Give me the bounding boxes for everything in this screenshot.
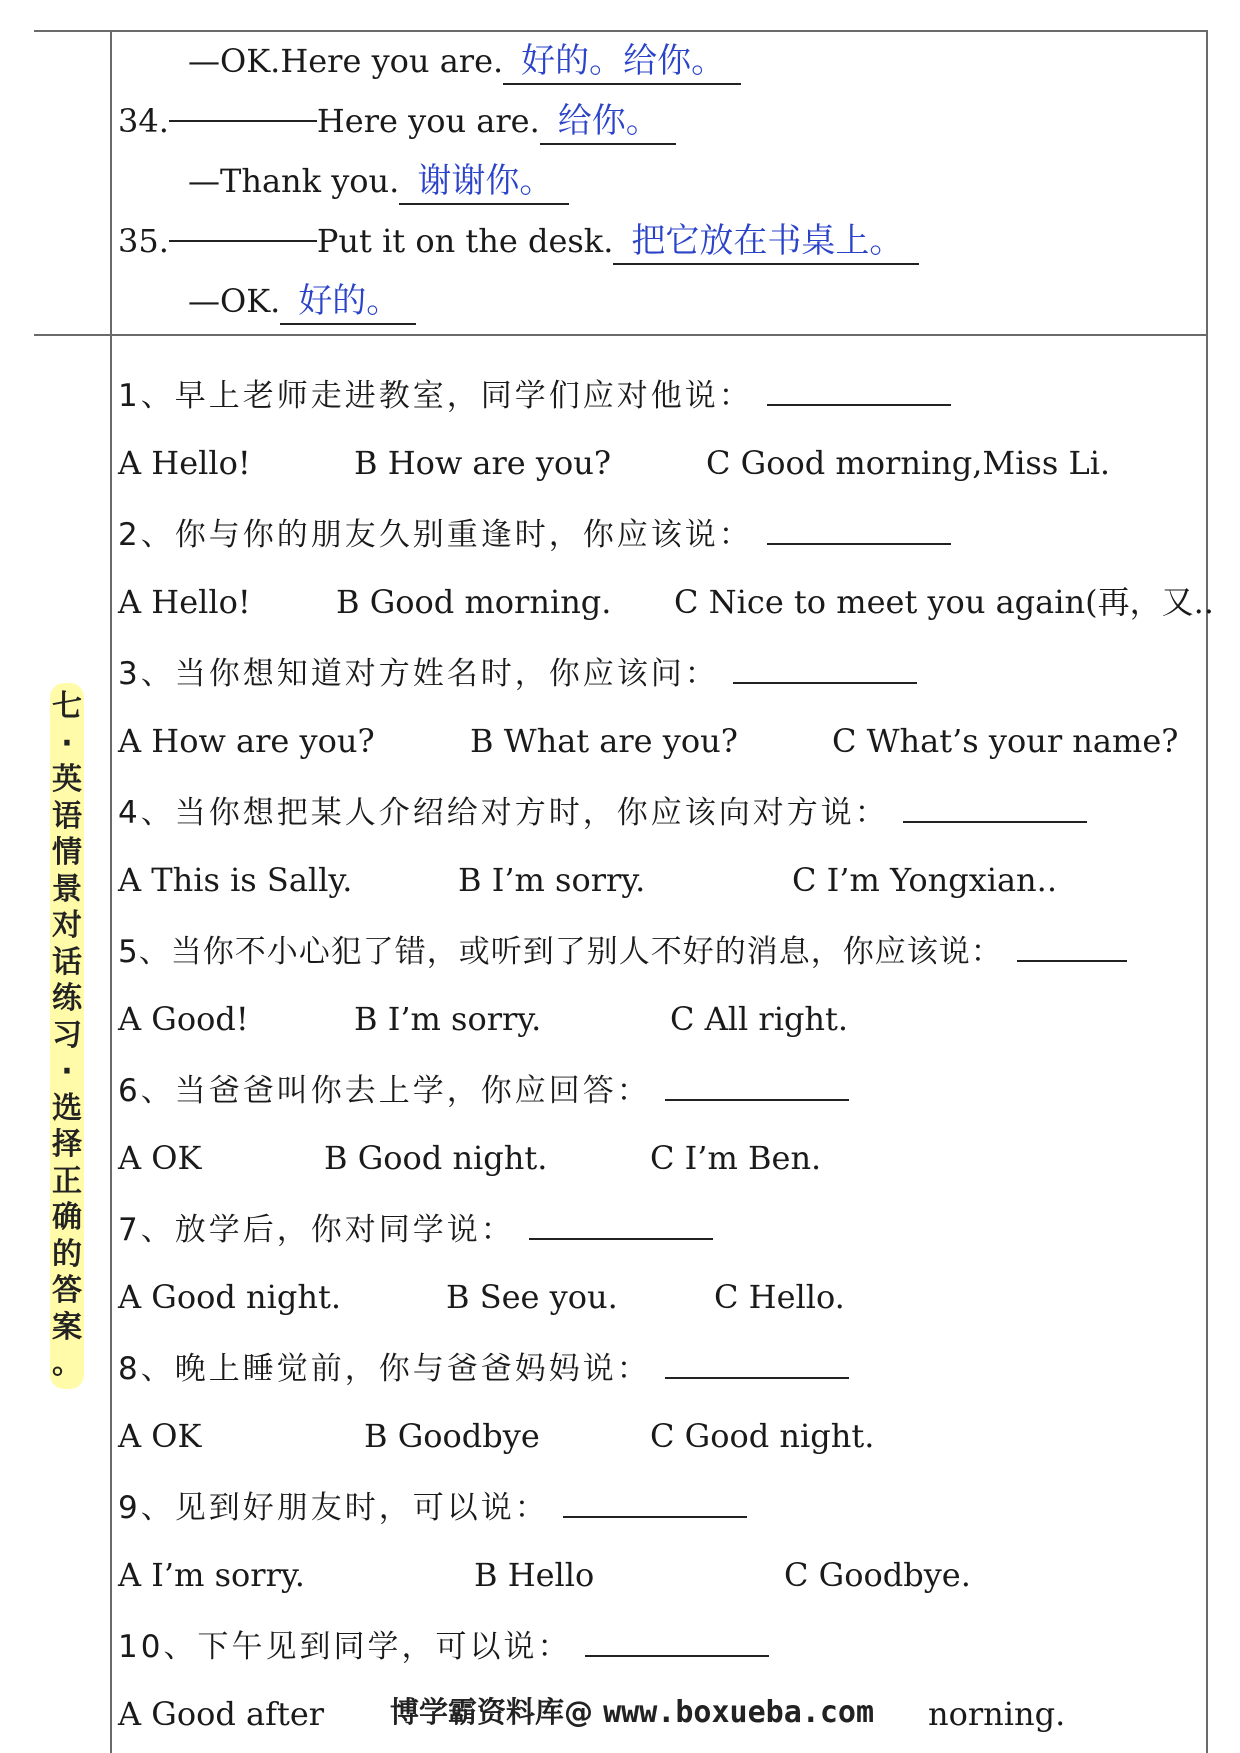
section-title-char: 语 xyxy=(52,798,82,834)
question-text: 4、当你想把某人介绍给对方时，你应该向对方说： xyxy=(118,795,889,831)
question-text: 8、晚上睡觉前，你与爸爸妈妈说： xyxy=(118,1351,651,1387)
answer-blank[interactable] xyxy=(1017,922,1127,962)
question-line xyxy=(118,644,917,698)
question-text: 3、当你想知道对方姓名时，你应该问： xyxy=(118,656,719,692)
option-b[interactable]: B How are you? xyxy=(354,444,612,482)
question-text: 9、见到好朋友时，可以说： xyxy=(118,1490,549,1526)
question-text: 7、放学后，你对同学说： xyxy=(118,1212,515,1248)
options-line xyxy=(118,1548,1198,1602)
prompt-dash xyxy=(169,120,317,122)
answer-blank[interactable] xyxy=(767,505,951,545)
answer-blank[interactable] xyxy=(585,1617,769,1657)
answer-blank[interactable] xyxy=(665,1339,849,1379)
options-line xyxy=(118,992,1198,1046)
option-a[interactable]: A This is Sally. xyxy=(118,861,353,899)
dialogue-line xyxy=(118,94,676,148)
option-b[interactable]: B Good night. xyxy=(324,1139,548,1177)
option-a[interactable]: A OK xyxy=(118,1139,202,1177)
question-line xyxy=(118,366,951,420)
section-title-char: 确 xyxy=(52,1200,82,1235)
section-title-char: 英 xyxy=(52,762,82,797)
answer-blank[interactable] xyxy=(767,366,951,406)
option-b[interactable]: B Hello xyxy=(474,1556,595,1594)
question-text: 2、你与你的朋友久别重逢时，你应该说： xyxy=(118,517,753,553)
dialogue-text: —OK.Here you are. xyxy=(188,42,504,80)
section-title-char: 七 xyxy=(52,689,82,724)
question-line xyxy=(118,505,951,559)
option-a[interactable]: A I’m sorry. xyxy=(118,1556,305,1594)
section-title-char: 景 xyxy=(52,871,82,907)
section-title-char: 习 xyxy=(52,1017,82,1053)
option-c[interactable]: C Goodbye. xyxy=(784,1556,971,1594)
dialogue-line xyxy=(188,154,569,208)
answer-blank[interactable] xyxy=(665,1061,849,1101)
options-line xyxy=(118,853,1198,907)
options-line xyxy=(118,575,1214,629)
option-c[interactable]: C I’m Ben. xyxy=(650,1139,822,1177)
option-c[interactable]: C Good morning,Miss Li. xyxy=(706,444,1111,482)
options-line xyxy=(118,436,1198,490)
table-right-border xyxy=(1206,30,1208,1753)
section-title-char: · xyxy=(61,1054,73,1089)
answer-blank[interactable] xyxy=(903,783,1087,823)
table-top-border xyxy=(34,30,1208,32)
options-line xyxy=(118,714,1198,768)
section-title-char: 案 xyxy=(52,1309,82,1345)
question-number: 34. xyxy=(118,102,169,140)
question-line xyxy=(118,1200,713,1254)
answer-blank[interactable]: 给你。 xyxy=(540,99,676,145)
section-title-char: 对 xyxy=(52,908,82,943)
option-b[interactable]: B I’m sorry. xyxy=(458,861,646,899)
section-title-char: 正 xyxy=(52,1163,82,1199)
options-line xyxy=(118,1270,1198,1324)
option-c[interactable]: C Good night. xyxy=(650,1417,875,1455)
question-line xyxy=(118,783,1087,837)
question-text: 1、早上老师走进教室，同学们应对他说： xyxy=(118,378,753,414)
table-column-divider xyxy=(110,30,112,1753)
section-title-char: 择 xyxy=(52,1127,82,1162)
option-a[interactable]: A OK xyxy=(118,1417,202,1455)
question-line xyxy=(118,1339,849,1393)
section-title-char: 练 xyxy=(52,981,82,1016)
question-line xyxy=(118,1478,747,1532)
answer-blank[interactable]: 把它放在书桌上。 xyxy=(613,219,919,265)
dialogue-line xyxy=(118,214,919,268)
option-c[interactable]: C I’m Yongxian.. xyxy=(792,861,1057,899)
question-line xyxy=(118,922,1127,976)
watermark-at: @ xyxy=(564,1695,594,1729)
answer-blank[interactable] xyxy=(733,644,917,684)
answer-blank[interactable]: 好的。给你。 xyxy=(503,39,741,85)
option-c[interactable]: norning. xyxy=(928,1695,1066,1733)
section-title-char: 。 xyxy=(52,1346,82,1381)
section-title-char: 情 xyxy=(52,835,82,870)
section-divider xyxy=(34,334,1208,336)
option-b[interactable]: B Good morning. xyxy=(336,583,612,621)
section-title-char: 话 xyxy=(52,944,82,980)
question-text: 5、当你不小心犯了错，或听到了别人不好的消息，你应该说： xyxy=(118,934,1003,970)
option-c[interactable]: C All right. xyxy=(670,1000,849,1038)
answer-blank[interactable]: 好的。 xyxy=(280,279,416,325)
option-c[interactable]: C Nice to meet you again(再，又.. xyxy=(674,583,1214,621)
dialogue-line xyxy=(188,34,741,88)
option-a[interactable]: A Good! xyxy=(118,1000,249,1038)
question-text: 6、当爸爸叫你去上学，你应回答： xyxy=(118,1073,651,1109)
option-a[interactable]: A Hello! xyxy=(118,583,251,621)
dialogue-text: Put it on the desk. xyxy=(316,222,614,260)
option-a[interactable]: A How are you? xyxy=(118,722,375,760)
option-c[interactable]: C Hello. xyxy=(714,1278,845,1316)
option-b[interactable]: B See you. xyxy=(446,1278,618,1316)
dialogue-text: Here you are. xyxy=(316,102,540,140)
options-line xyxy=(118,1131,1198,1185)
option-b[interactable]: B What are you? xyxy=(470,722,738,760)
prompt-dash xyxy=(169,240,317,242)
answer-blank[interactable] xyxy=(563,1478,747,1518)
option-a[interactable]: A Good night. xyxy=(118,1278,341,1316)
section-title-char: 的 xyxy=(52,1236,82,1272)
option-b[interactable]: B I’m sorry. xyxy=(354,1000,542,1038)
dialogue-line xyxy=(188,274,416,328)
section-title-char: 选 xyxy=(52,1090,82,1126)
section-title-char: · xyxy=(61,725,73,761)
question-text: 10、下午见到同学，可以说： xyxy=(118,1629,572,1665)
watermark-url: www.boxueba.com xyxy=(603,1695,875,1730)
option-a[interactable]: A Good after xyxy=(118,1695,325,1733)
question-line xyxy=(118,1617,769,1671)
options-line xyxy=(118,1409,1198,1463)
watermark xyxy=(380,1689,888,1735)
dialogue-text: —OK. xyxy=(188,282,281,320)
question-line xyxy=(118,1061,849,1115)
answer-blank[interactable] xyxy=(529,1200,713,1240)
section-title-vertical xyxy=(50,683,84,1389)
answer-blank[interactable]: 谢谢你。 xyxy=(399,159,569,205)
watermark-brand: 博学霸资料库 xyxy=(390,1695,565,1729)
dialogue-text: —Thank you. xyxy=(188,162,400,200)
option-a[interactable]: A Hello! xyxy=(118,444,251,482)
option-b[interactable]: B Goodbye xyxy=(364,1417,540,1455)
option-c[interactable]: C What’s your name? xyxy=(832,722,1179,760)
question-number: 35. xyxy=(118,222,169,260)
section-title-char: 答 xyxy=(52,1273,82,1308)
